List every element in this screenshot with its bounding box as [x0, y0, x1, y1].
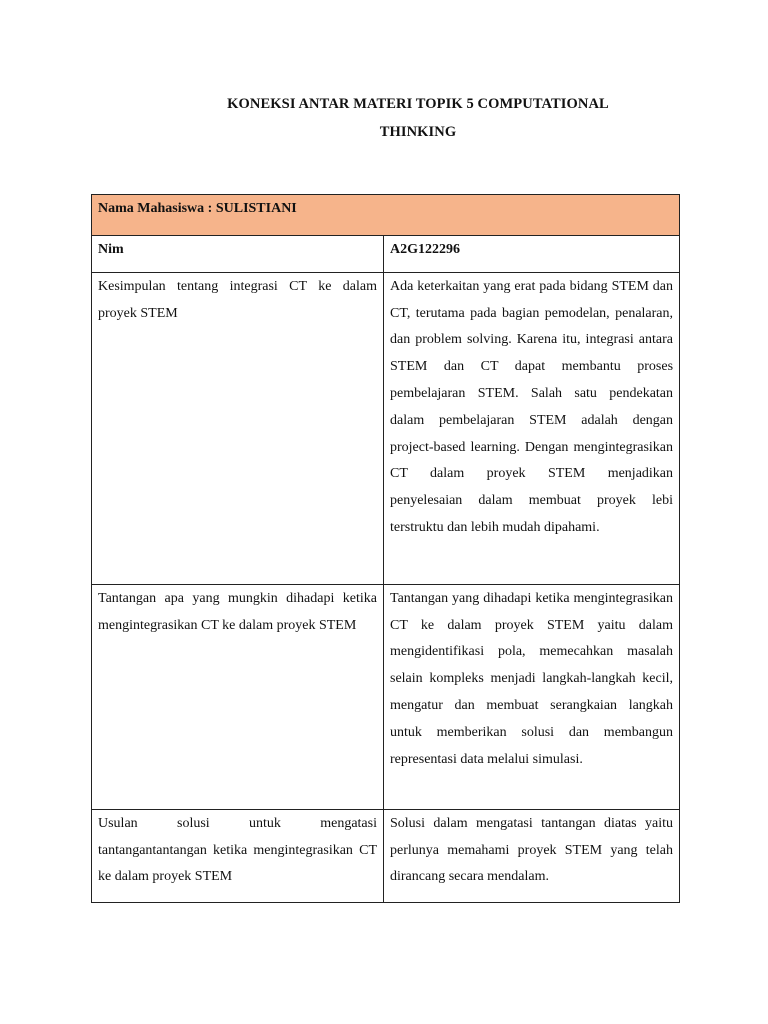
document-title — [0, 90, 768, 146]
table-row — [92, 272, 680, 584]
solution-question: Usulan solusi untuk mengatasi tantangantantangan ketika mengintegrasikan CT ke dalam proyek STEM — [92, 809, 384, 902]
nim-label: Nim — [92, 236, 384, 273]
student-reflection-table — [91, 194, 680, 903]
table-row — [92, 809, 680, 902]
challenge-answer: Tantangan yang dihadapi ketika mengintegrasikan CT ke dalam proyek STEM yaitu dalam mengidentifikasi pola, memecahkan masalah selain kompleks menjadi langkah-langkah kecil, mengatur dan membuat serangkaian langkah untuk memberikan solusi dan membangun representasi data melalui simulasi. — [384, 584, 680, 809]
solution-answer: Solusi dalam mengatasi tantangan diatas yaitu perlunya memahami proyek STEM yang telah dirancang secara mendalam. — [384, 809, 680, 902]
student-name-header: Nama Mahasiswa : SULISTIANI — [92, 195, 680, 236]
challenge-question: Tantangan apa yang mungkin dihadapi ketika mengintegrasikan CT ke dalam proyek STEM — [92, 584, 384, 809]
conclusion-question: Kesimpulan tentang integrasi CT ke dalam proyek STEM — [92, 272, 384, 584]
table-row — [92, 584, 680, 809]
document-title-line-2: THINKING — [379, 124, 457, 140]
document-title-line-1: KONEKSI ANTAR MATERI TOPIK 5 COMPUTATIONAL — [227, 96, 609, 112]
nim-value: A2G122296 — [384, 236, 680, 273]
nim-row — [92, 236, 680, 273]
student-name-header-row — [92, 195, 680, 236]
conclusion-answer: Ada keterkaitan yang erat pada bidang STEM dan CT, terutama pada bagian pemodelan, penalaran, dan problem solving. Karena itu, integrasi antara STEM dan CT dapat membantu proses pembelajaran STEM. Salah satu pendekatan dalam pembelajaran STEM adalah dengan project-based learning. Dengan mengintegrasikan CT dalam proyek STEM menjadikan penyelesaian dalam membuat proyek lebi terstruktu dan lebih mudah dipahami. — [384, 272, 680, 584]
